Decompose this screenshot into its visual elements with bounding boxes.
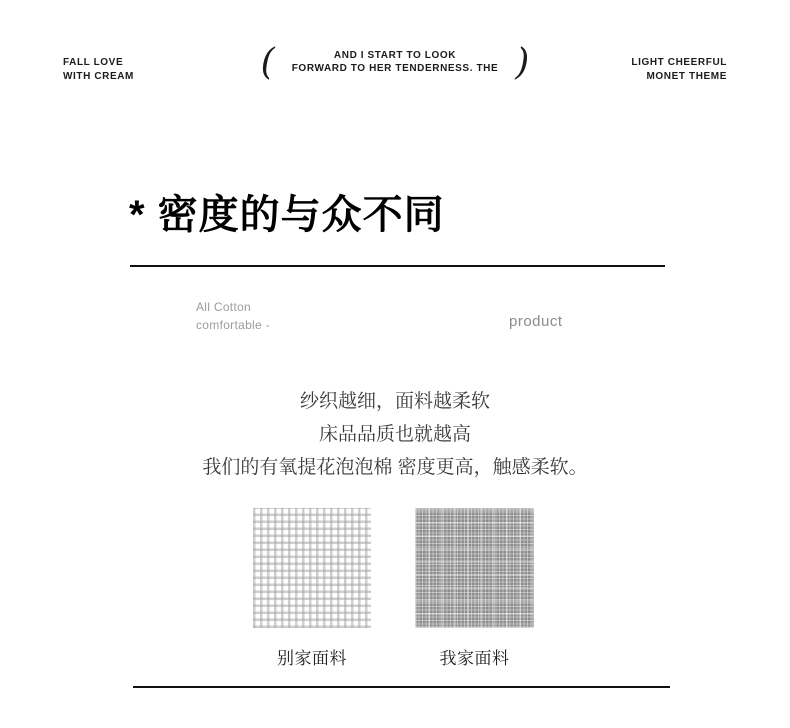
caption-all-cotton-line2: comfortable - xyxy=(196,318,270,332)
fabric-label-others: 别家面料 xyxy=(277,649,347,668)
description-line-1: 纱织越细，面料越柔软 xyxy=(299,391,490,412)
header-center-line1: AND I START TO LOOK xyxy=(333,49,457,61)
description-text xyxy=(0,385,790,484)
caption-all-cotton-line1: All Cotton xyxy=(196,300,252,314)
top-divider-line xyxy=(130,265,665,267)
fabric-swatch-others xyxy=(253,508,371,628)
fabric-label-ours: 我家面料 xyxy=(439,649,510,668)
caption-product: product xyxy=(509,313,563,330)
close-paren-decoration: ) xyxy=(515,42,530,83)
header-right-line1: LIGHT CHEERFUL xyxy=(631,57,727,68)
header-left-line2: WITH CREAM xyxy=(63,70,134,82)
bottom-divider-line xyxy=(133,686,670,688)
header-center-line2: FORWARD TO HER TENDERNESS. THE xyxy=(291,63,499,74)
header-left-line1: FALL LOVE xyxy=(63,57,124,68)
header-left-slogan xyxy=(63,56,134,83)
header-right-slogan xyxy=(631,56,727,83)
description-line-2: 床品品质也就越高 xyxy=(318,424,471,445)
section-title: * 密度的与众不同 xyxy=(129,193,445,237)
header-center-slogan xyxy=(260,42,530,83)
fabric-swatch-ours xyxy=(415,508,534,628)
caption-all-cotton xyxy=(196,298,270,334)
open-paren-decoration: ( xyxy=(260,42,275,83)
description-line-3: 我们的有氧提花泡泡棉 密度更高，触感柔软。 xyxy=(202,457,588,478)
header-center-text xyxy=(292,49,499,76)
header-right-line2: MONET THEME xyxy=(646,70,727,82)
